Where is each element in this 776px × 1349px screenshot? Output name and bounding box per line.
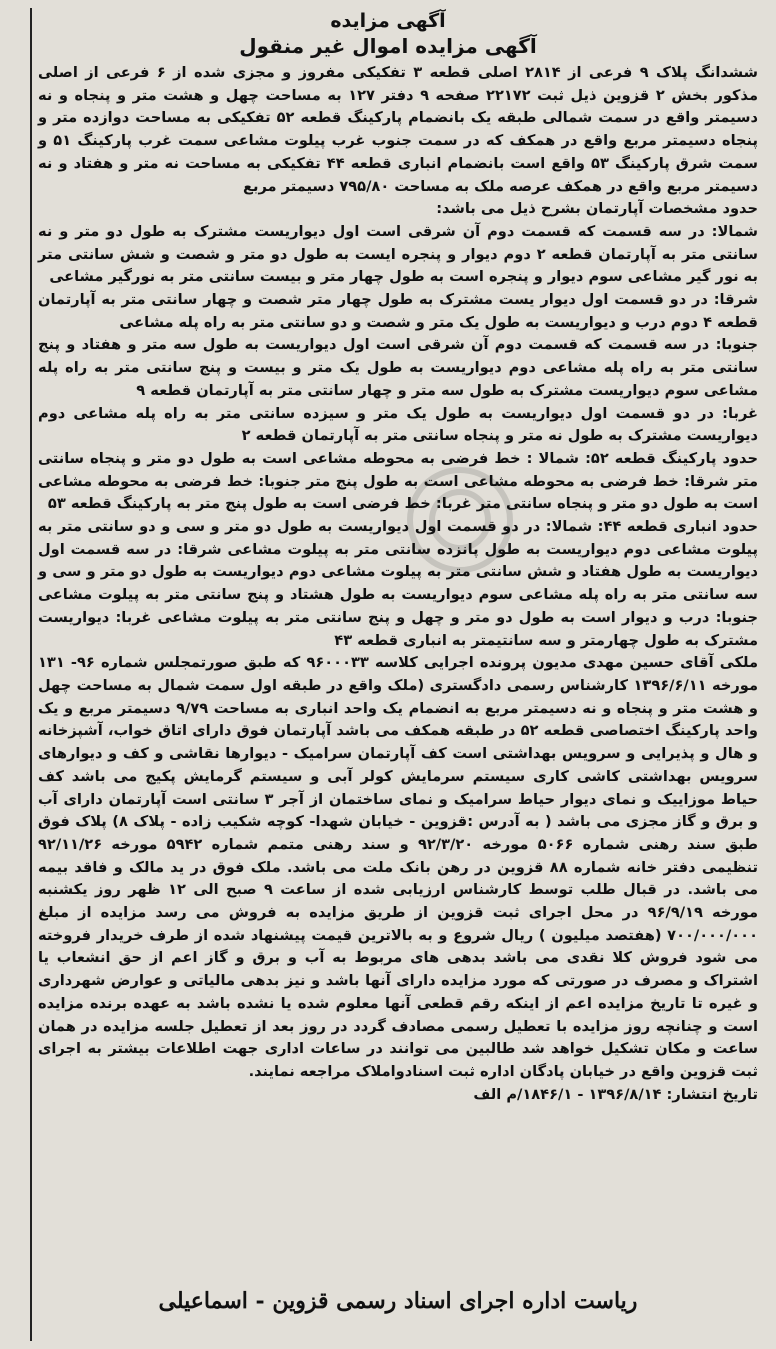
boundary-south: جنوبا: در سه قسمت که قسمت دوم آن شرقی است اول دیواریست به طول سه متر و هفتاد و پنج سانتی متر به راه پله مشاعی دوم دیواریست به طول یک متر و بیست و پنج سانتی متر به راه پله مشاعی سوم دیواریست مشترک به طول سه متر و چهار سانتی متر به آپارتمان قطعه ۹ <box>38 336 758 399</box>
notice-subtitle: آگهی مزایده اموال غیر منقول <box>239 33 537 58</box>
signature-line: ریاست اداره اجرای اسناد رسمی قزوین - اسماعیلی <box>158 1288 638 1314</box>
property-description: ششدانگ پلاک ۹ فرعی از ۲۸۱۴ اصلی قطعه ۳ تفکیکی مفروز و مجزی شده از ۶ فرعی از اصلی مذکور بخش ۲ قزوین ذیل ثبت ۲۲۱۷۲ صفحه ۹ دفتر ۱۲۷ به مساحت چهل و هشت متر و پنجاه و نه دسیمتر واقع در سمت شمالی طبقه یک بانضمام پارکینگ قطعه ۵۲ تفکیکی به مساحت دوازده متر و پنجاه دسیمتر مربع واقع در همکف که در سمت جنوب غرب پیلوت مشاعی سمت غرب پارکینگ ۵۱ و سمت شرق پارکینگ ۵۳ واقع است بانضمام انباری قطعه ۴۴ تفکیکی به مساحت نه متر و هفتاد و نه دسیمتر مربع واقع در همکف عرصه ملک به مساحت ۷۹۵/۸۰ دسیمتر مربع <box>38 64 759 195</box>
parking-boundaries: حدود پارکینگ قطعه ۵۲: شمالا : خط فرضی به محوطه مشاعی است به طول دو متر و پنجاه سانتی متر شرقا: خط فرضی به محوطه مشاعی است به طول پنج متر جنوبا: خط فرضی به محوطه مشاعی است به طول دو متر و پنجاه سانتی متر غربا: خط فرضی است به طول پنج متر به پارکینگ قطعه ۵۳ <box>38 449 758 513</box>
storage-boundaries: حدود انباری قطعه ۴۴: شمالا: در دو قسمت اول دیواریست به طول دو متر و سی و دو سانتی متر به پیلوت مشاعی دوم دیواریست به طول پانزده سانتی متر به پیلوت مشاعی شرقا: در سه قسمت اول دیواریست به طول هفتاد و شش سانتی متر به پیلوت مشاعی دوم دیواریست به طول دو متر و سی و سه سانتی متر به راه پله مشاعی سوم دیواریست به طول هشتاد و پنج سانتی متر به پیلوت مشاعی جنوبا: درب و دیوار است به طول دو متر و چهل و پنج سانتی متر به پیلوت مشاعی غربا: دیواریست مشترک به طول چهارمتر و سه سانتیمتر به انباری قطعه ۴۳ <box>38 518 758 649</box>
publication-date: تاریخ انتشار: ۱۳۹۶/۸/۱۴ - ۱۸۴۶/۱/م الف <box>473 1085 758 1103</box>
notice-title: آگهی مزایده <box>330 10 446 32</box>
auction-details: ملکی آقای حسین مهدی مدیون پرونده اجرایی کلاسه ۹۶۰۰۰۳۳ که طبق صورتمجلس شماره ۹۶- ۱۳۱ مورخه ۱۳۹۶/۶/۱۱ کارشناس رسمی دادگستری (ملک واقع در طبقه اول سمت شمال به مساحت چهل و هشت متر و پنجاه و نه دسیمتر مربع به انضمام یک واحد انباری به مساحت ۹/۷۹ دسیمتر مربع و یک واحد پارکینگ اختصاصی قطعه ۵۲ در طبقه همکف می باشد آپارتمان فوق دارای اتاق خواب، آشپزخانه و هال و پذیرایی و سرویس بهداشتی است کف آپارتمان سرامیک - دیوارها نقاشی و کف و دیوارهای سرویس بهداشتی کاشی کاری سیستم سرمایش کولر آبی و سیستم گرمایش پکیج می باشد کف حیاط موزاییک و نمای دیوار حیاط سرامیک و نمای ساختمان از آجر ۳ سانتی است آپارتمان دارای آب و برق و گاز مجزی می باشد ( به آدرس :قزوین - خیابان شهدا- کوچه شکیب زاده - پلاک ۸) پلاک فوق طبق سند رهنی شماره ۵۰۶۶ مورخه ۹۲/۳/۲۰ و سند رهنی متمم شماره ۵۹۴۲ مورخه ۹۲/۱۱/۲۶ تنظیمی دفتر خانه شماره ۸۸ قزوین در رهن بانک ملت می باشد. ملک فوق در ید مالک و فاقد بیمه می باشد. در قبال طلب توسط کارشناس ارزیابی شده از ساعت ۹ صبح الی ۱۲ ظهر روز یکشنبه مورخه ۹۶/۹/۱۹ در محل اجرای ثبت قزوین از طریق مزایده به فروش می رسد مزایده از مبلغ ۷۰۰/۰۰۰/۰۰۰ (هفتصد میلیون ) ریال شروع و به بالاترین قیمت پیشنهاد شده از طرف خریدار فروخته می شود فروش کلا نقدی می باشد بدهی های مربوط به آب و برق و گاز اعم از حق انشعاب یا اشتراک و مصرف در صورتی که مورد مزایده دارای آنها باشد و نیز بدهی مالیاتی و عوارض شهرداری و غیره تا تاریخ مزایده اعم از اینکه رقم قطعی آنها معلوم شده یا نشده باشد به عهده برنده مزایده است و چنانچه روز مزایده با تعطیل رسمی مصادف گردد در روز بعد از تعطیل جلسه مزایده در همان ساعت و مکان تشکیل خواهد شد طالبین می توانند در ساعات اداری جهت اطلاعات بیشتر به اجرای ثبت قزوین واقع در خیابان پادگان اداره ثبت اسنادواملاک مراجعه نمایند. <box>38 654 759 1080</box>
boundaries-heading: حدود مشخصات آپارتمان بشرح ذیل می باشد: <box>436 200 758 218</box>
boundary-east: شرقا: در دو قسمت اول دیوار یست مشترک به طول چهار متر شصت و چهار سانتی متر به آپارتمان قطعه ۴ دوم درب و دیواریست به طول یک متر و شصت و دو سانتی متر به راه پله مشاعی <box>38 291 758 331</box>
boundary-west: غربا: در دو قسمت اول دیواریست به طول یک متر و سیزده سانتی متر به راه پله مشاعی دوم دیواریست مشترک به طول نه متر و پنجاه سانتی متر به آپارتمان قطعه ۲ <box>38 404 758 445</box>
notice-body <box>38 62 758 1106</box>
boundary-north: شمالا: در سه قسمت که قسمت دوم آن شرقی است اول دیواریست مشترک به طول دو متر و نه سانتی متر به آپارتمان قطعه ۲ دوم دیوار و پنجره ایست به طول دو متر و شصت و شش سانتی متر به نور گیر مشاعی سوم دیوار و پنجره است به طول چهار متر و بیست سانتی متر به نورگیر مشاعی <box>38 222 758 286</box>
